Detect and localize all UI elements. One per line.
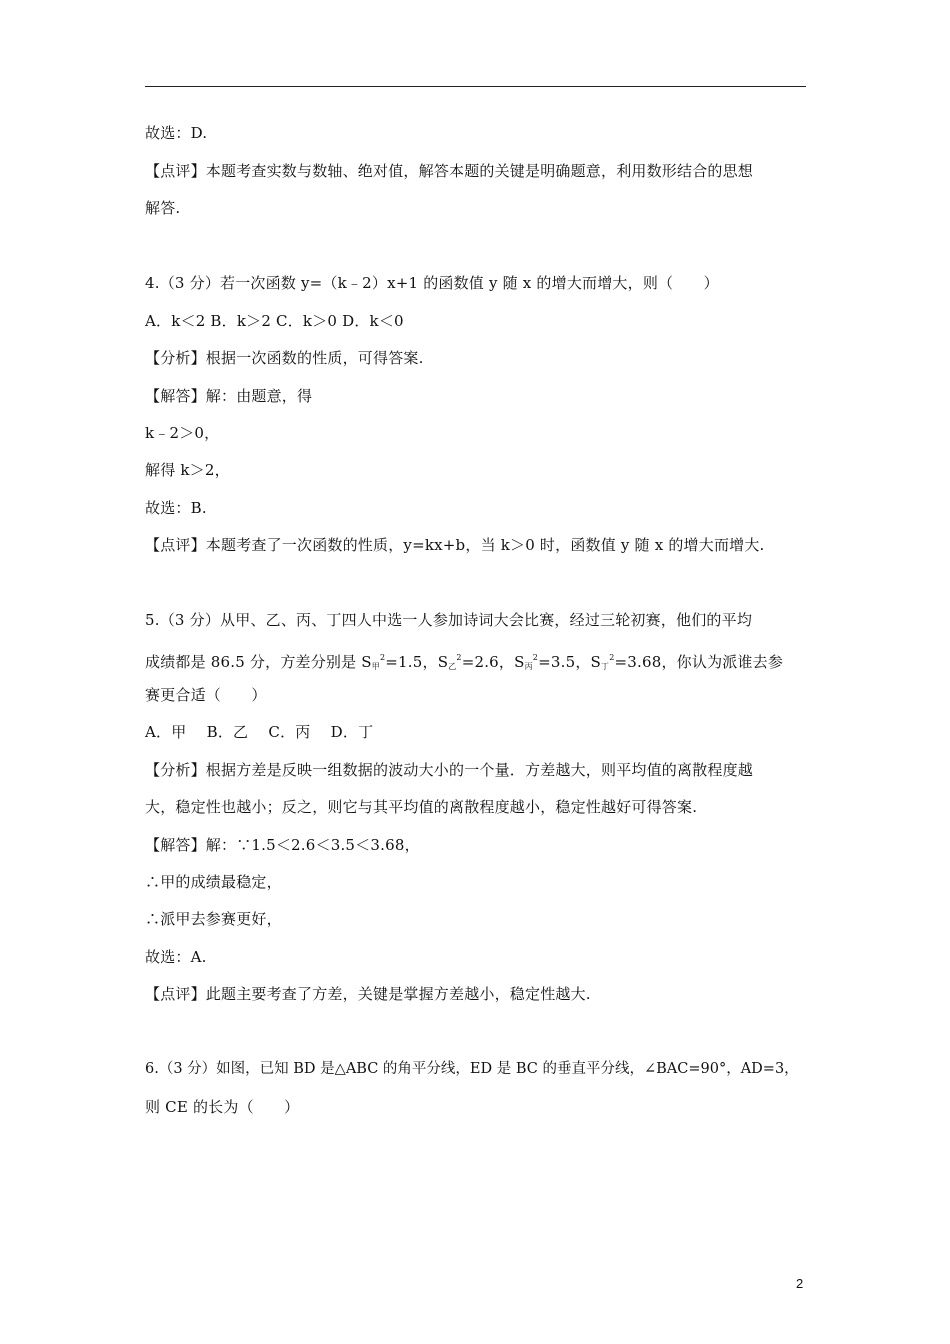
q4-comment: 【点评】本题考查了一次函数的性质，y=kx+b，当 k＞0 时，函数值 y 随 x 的增大而增大. — [145, 536, 765, 554]
q5-analysis-2: 大，稳定性也越小；反之，则它与其平均值的离散程度越小，稳定性越好可得答案. — [145, 798, 698, 816]
q5-stem-3: 赛更合适（ ） — [145, 686, 267, 704]
subscript-ding: 丁 — [601, 662, 610, 671]
superscript-2: 2 — [609, 653, 615, 662]
prev-choice: 故选：D. — [145, 124, 208, 142]
superscript-2: 2 — [532, 653, 539, 662]
q4-stem: 4.（3 分）若一次函数 y=（k﹣2）x+1 的函数值 y 随 x 的增大而增大，则（ ） — [145, 274, 719, 292]
q5-stem-1: 5.（3 分）从甲、乙、丙、丁四人中选一人参加诗词大会比赛，经过三轮初赛，他们的平均 — [145, 611, 753, 629]
subscript-jia: 甲 — [371, 662, 380, 671]
prev-comment: 【点评】本题考查实数与数轴、绝对值，解答本题的关键是明确题意，利用数形结合的思想 — [145, 162, 754, 180]
q6-stem-1: 6.（3 分）如图，已知 BD 是△ABC 的角平分线，ED 是 BC 的垂直平分线，∠BAC=90°，AD=3， — [145, 1061, 799, 1077]
q5-answer: 【解答】解：∵1.5＜2.6＜3.5＜3.68， — [145, 836, 420, 854]
q5-stem-2-text: 成绩都是 86.5 分，方差分别是 S — [145, 653, 372, 671]
superscript-2: 2 — [379, 653, 386, 662]
q5-options: A．甲 B．乙 C．丙 D．丁 — [145, 723, 374, 741]
prev-comment-cont: 解答. — [145, 199, 181, 217]
variance-4: =3.68，你认为派谁去参 — [614, 653, 784, 671]
q4-choice: 故选：B. — [145, 499, 207, 517]
q4-step-1: k﹣2＞0， — [145, 424, 220, 442]
header-rule — [145, 86, 806, 87]
q4-step-2: 解得 k＞2， — [145, 461, 230, 479]
q4-analysis: 【分析】根据一次函数的性质，可得答案. — [145, 349, 424, 367]
q5-analysis-1: 【分析】根据方差是反映一组数据的波动大小的一个量．方差越大，则平均值的离散程度越 — [145, 761, 754, 779]
q5-stem-2 — [145, 648, 783, 677]
q5-choice: 故选：A. — [145, 948, 207, 966]
subscript-bing: 丙 — [524, 662, 533, 671]
q5-step-2: ∴派甲去参赛更好， — [145, 910, 282, 928]
subscript-yi: 乙 — [448, 662, 457, 671]
q4-answer-head: 【解答】解：由题意，得 — [145, 387, 313, 405]
page-number: 2 — [796, 1276, 804, 1291]
q5-step-1: ∴甲的成绩最稳定， — [145, 873, 282, 891]
variance-1: =1.5，S — [385, 653, 449, 671]
q4-options: A．k＜2 B．k＞2 C．k＞0 D．k＜0 — [145, 312, 404, 330]
variance-2: =2.6，S — [461, 653, 525, 671]
q6-stem-2: 则 CE 的长为（ ） — [145, 1098, 300, 1116]
superscript-2: 2 — [456, 653, 462, 662]
q5-comment: 【点评】此题主要考查了方差，关键是掌握方差越小，稳定性越大. — [145, 985, 591, 1003]
variance-3: =3.5，S — [538, 653, 601, 671]
